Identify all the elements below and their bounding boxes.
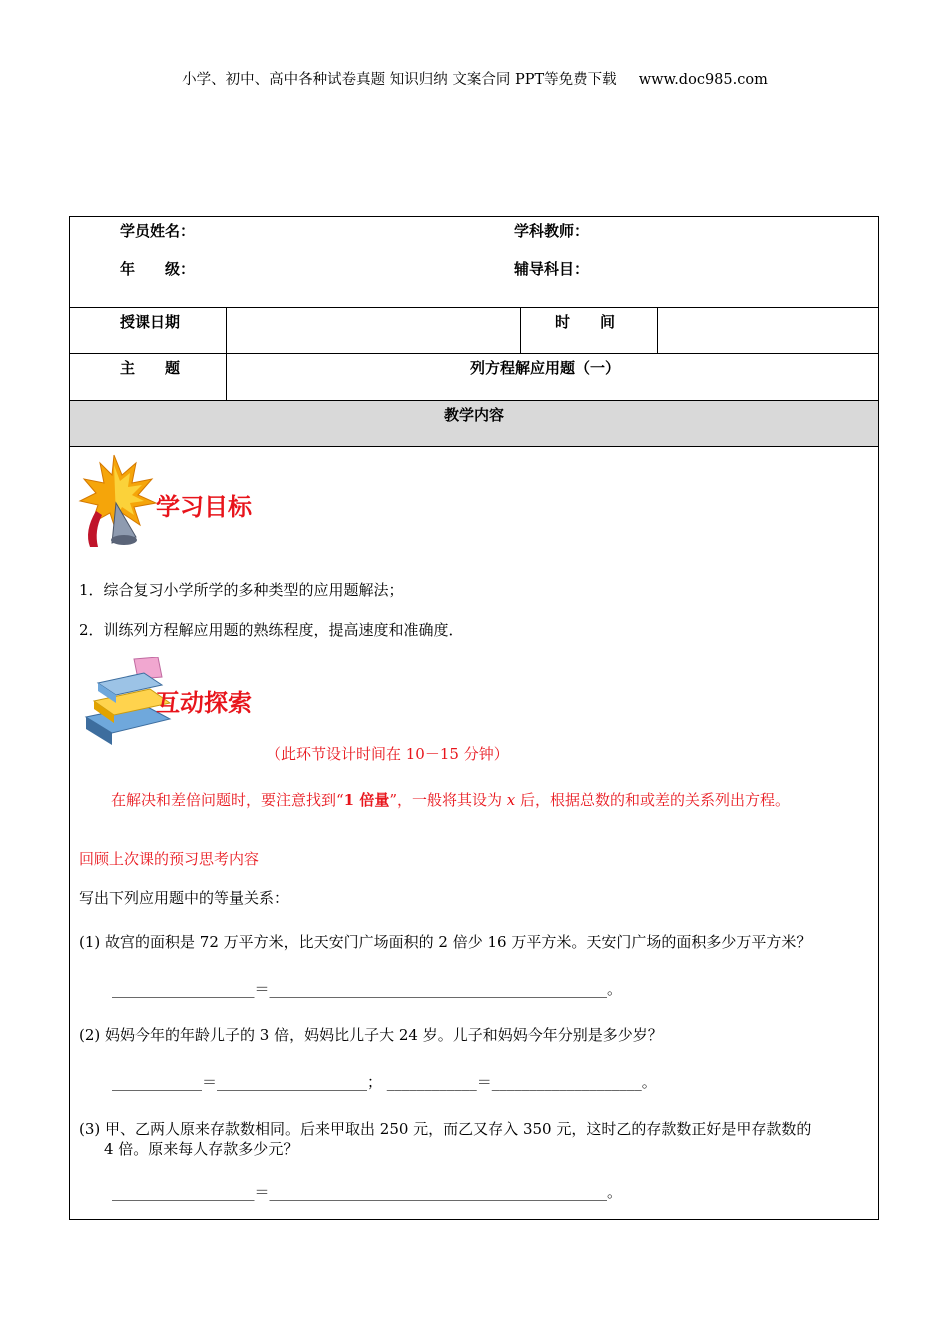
topic-label: 主 题 [120, 359, 181, 377]
books-icon [78, 657, 268, 749]
problem-3: (3) 甲、乙两人原来存款数相同。后来甲取出 250 元，而乙又存入 350 元，这时乙的存款数正好是甲存款数的 [79, 1120, 812, 1138]
problem-3-continued: 4 倍。原来每人存款多少元？ [104, 1140, 299, 1158]
learning-goals-badge [76, 451, 266, 549]
review-note: 回顾上次课的预习思考内容 [79, 850, 260, 868]
problem-1: (1) 故宫的面积是 72 万平方米，比天安门广场面积的 2 倍少 16 万平方米。天安门广场的面积多少万平方米？ [79, 933, 812, 951]
subject-label: 辅导科目： [514, 260, 590, 278]
explore-badge [78, 657, 268, 749]
schedule-row [70, 308, 878, 354]
problem-2: (2) 妈妈今年的年龄儿子的 3 倍，妈妈比儿子大 24 岁。儿子和妈妈今年分别是多少岁？ [79, 1026, 663, 1044]
goal-item: 1．综合复习小学所学的多种类型的应用题解法； [79, 581, 404, 599]
instruction: 写出下列应用题中的等量关系： [79, 889, 290, 907]
info-row [70, 217, 878, 308]
divider [226, 308, 227, 353]
date-label: 授课日期 [120, 313, 181, 331]
explore-title: 互动探索 [156, 689, 252, 717]
student-name-label: 学员姓名： [120, 222, 196, 240]
answer-blank[interactable]: ___________________＝_____________________________________________。 [112, 1183, 623, 1201]
divider [520, 308, 521, 353]
goal-item: 2．训练列方程解应用题的熟练程度，提高速度和准确度． [79, 621, 464, 639]
content-header-row [70, 401, 878, 447]
page-header [0, 68, 950, 89]
content-header: 教学内容 [443, 406, 504, 424]
answer-blank[interactable]: ___________________＝_____________________________________________。 [112, 980, 623, 998]
maple-bell-icon [76, 451, 266, 549]
header-url[interactable]: www.doc985.com [638, 72, 768, 88]
divider [657, 308, 658, 353]
lesson-table [69, 216, 879, 1220]
divider [226, 354, 227, 400]
teacher-label: 学科教师： [514, 222, 590, 240]
topic-value: 列方程解应用题（一） [470, 359, 621, 377]
topic-row [70, 354, 878, 401]
time-note: （此环节设计时间在 10－15 分钟） [266, 745, 509, 763]
time-label: 时 间 [555, 313, 616, 331]
header-text: 小学、初中、高中各种试卷真题 知识归纳 文案合同 PPT等免费下载 [182, 72, 617, 88]
grade-label: 年 级： [120, 260, 196, 278]
answer-blank[interactable]: ____________＝____________________； ____________＝____________________。 [112, 1073, 657, 1091]
tip-paragraph: 在解决和差倍问题时，要注意找到“1 倍量”，一般将其设为 x 后，根据总数的和或差的关系列出方程。 [111, 791, 791, 809]
learning-goals-title: 学习目标 [156, 493, 252, 521]
